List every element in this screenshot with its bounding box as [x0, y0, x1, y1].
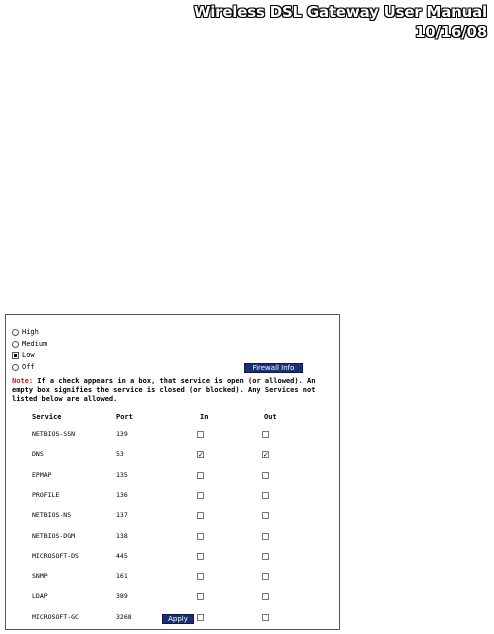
security-level-high[interactable]: [12, 327, 39, 337]
out-checkbox[interactable]: ✓: [263, 451, 269, 459]
radio-label: Medium: [22, 340, 48, 348]
service-name-cell: LDAP: [32, 592, 48, 600]
service-name-cell: SNMP: [32, 572, 48, 580]
port-cell: 53: [116, 450, 124, 458]
port-cell: 445: [116, 552, 128, 560]
service-name-cell: NETBIOS-SSN: [32, 430, 76, 438]
in-checkbox[interactable]: ✓: [198, 451, 204, 459]
note-prefix: Note:: [12, 377, 34, 385]
service-name-cell: MICROSOFT-DS: [32, 552, 79, 560]
port-cell: 137: [116, 511, 128, 519]
document-header: [194, 2, 487, 42]
firewall-info-button[interactable]: Firewall Info: [244, 363, 303, 373]
in-checkbox[interactable]: [197, 573, 204, 580]
in-checkbox[interactable]: [197, 553, 204, 560]
out-checkbox[interactable]: [262, 533, 269, 540]
service-name-cell: PROFILE: [32, 491, 60, 499]
port-cell: 161: [116, 572, 128, 580]
apply-button[interactable]: Apply: [162, 614, 194, 624]
service-name-cell: DNS: [32, 450, 44, 458]
service-name-cell: EPMAP: [32, 471, 52, 479]
security-level-low[interactable]: [12, 350, 35, 360]
security-level-medium[interactable]: [12, 339, 47, 349]
port-cell: 139: [116, 430, 128, 438]
in-checkbox[interactable]: [197, 492, 204, 499]
out-checkbox[interactable]: [262, 492, 269, 499]
service-name-cell: MICROSOFT-GC: [32, 613, 79, 621]
port-cell: 136: [116, 491, 128, 499]
out-checkbox[interactable]: [262, 593, 269, 600]
radio-label: Off: [22, 363, 35, 371]
service-name-cell: NETBIOS-NS: [32, 511, 72, 519]
note-body: If a check appears in a box, that service is open (or allowed). An empty box signifies the service is closed (or blocked). Any Services not listed below are allowed.: [12, 377, 316, 403]
port-cell: 135: [116, 471, 128, 479]
port-cell: 389: [116, 592, 128, 600]
out-checkbox[interactable]: [262, 553, 269, 560]
port-cell: 138: [116, 532, 128, 540]
out-checkbox[interactable]: [262, 573, 269, 580]
service-name-cell: NETBIOS-DGM: [32, 532, 76, 540]
radio-low[interactable]: [12, 352, 19, 359]
in-checkbox[interactable]: [197, 472, 204, 479]
radio-off[interactable]: [12, 364, 19, 371]
manual-date: 10/16/08: [415, 23, 487, 41]
note-text: [12, 377, 337, 404]
in-checkbox[interactable]: [197, 512, 204, 519]
security-level-off[interactable]: [12, 362, 35, 372]
out-checkbox[interactable]: [262, 431, 269, 438]
radio-label: High: [22, 328, 39, 336]
out-checkbox[interactable]: [262, 512, 269, 519]
manual-title: Wireless DSL Gateway User Manual: [193, 3, 487, 21]
out-checkbox[interactable]: [262, 472, 269, 479]
radio-high[interactable]: [12, 329, 19, 336]
in-checkbox[interactable]: [197, 593, 204, 600]
column-header-in: In: [200, 413, 209, 421]
radio-label: Low: [22, 351, 35, 359]
port-cell: 3268: [116, 613, 132, 621]
column-header-service: Service: [32, 413, 62, 421]
in-checkbox[interactable]: [197, 431, 204, 438]
out-checkbox[interactable]: [262, 614, 269, 621]
in-checkbox[interactable]: [197, 533, 204, 540]
in-checkbox[interactable]: [197, 614, 204, 621]
firewall-settings-panel: [5, 314, 340, 630]
column-header-out: Out: [264, 413, 277, 421]
radio-medium[interactable]: [12, 341, 19, 348]
column-header-port: Port: [116, 413, 133, 421]
